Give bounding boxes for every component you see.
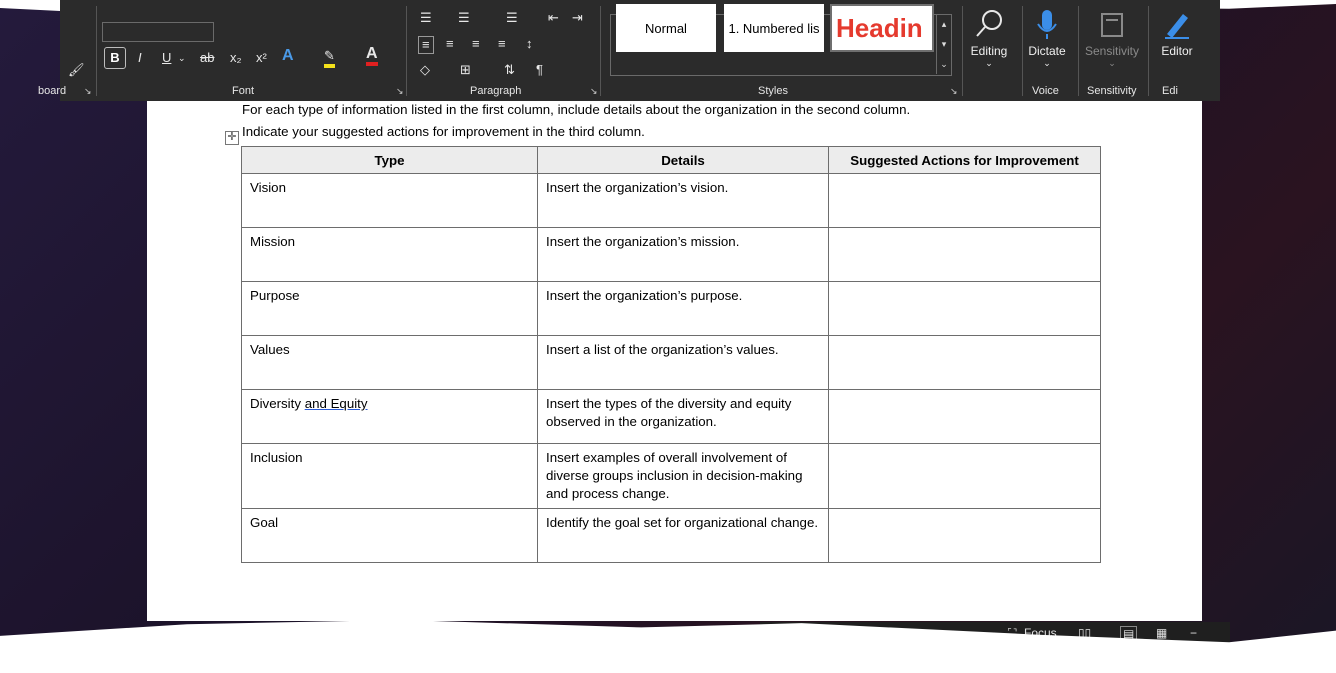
font-color-button[interactable]: A [366, 46, 378, 66]
cell-details[interactable]: Insert the organization’s vision. [538, 174, 829, 228]
group-label-font: Font [232, 85, 255, 97]
scroll-down-icon[interactable]: ▾ [941, 39, 947, 49]
header-actions[interactable]: Suggested Actions for Improvement [829, 147, 1101, 174]
editor-button[interactable] [1148, 6, 1206, 82]
cell-type[interactable]: Vision [242, 174, 538, 228]
increase-indent-icon[interactable]: ⇥ [572, 10, 583, 25]
chevron-down-icon: ⌄ [985, 58, 993, 68]
dictate-button[interactable] [1018, 6, 1076, 82]
more-styles-icon[interactable]: ⌄ [940, 59, 948, 69]
table-row [242, 509, 1101, 563]
style-numbered-list[interactable]: 1. Numbered lis [724, 4, 824, 52]
cell-type[interactable] [242, 390, 538, 444]
cell-details[interactable]: Insert the organization’s purpose. [538, 282, 829, 336]
style-normal[interactable]: Normal [616, 4, 716, 52]
dictate-label: Dictate [1028, 44, 1066, 58]
cell-type-text: Diversity [250, 396, 301, 411]
divider [406, 6, 407, 96]
focus-button[interactable]: Focus [1024, 626, 1057, 640]
sensitivity-button[interactable] [1082, 6, 1142, 82]
sensitivity-label: Sensitivity [1084, 44, 1140, 58]
scroll-up-icon[interactable]: ▴ [941, 19, 947, 29]
cell-details[interactable]: Insert a list of the organization’s values. [538, 336, 829, 390]
search-icon [973, 8, 1005, 40]
chevron-down-icon: ⌄ [1108, 58, 1116, 68]
cell-details[interactable]: Insert the types of the diversity and equity observed in the organization. [538, 390, 829, 444]
table-row [242, 390, 1101, 444]
editing-label: Editing [970, 44, 1008, 58]
bullets-icon[interactable]: ☰ [420, 10, 432, 25]
zoom-out-icon[interactable]: − [1190, 626, 1198, 640]
header-type[interactable]: Type [242, 147, 538, 174]
cell-actions[interactable] [829, 228, 1101, 282]
sensitivity-icon [1096, 8, 1128, 40]
print-layout-icon[interactable]: ▤ [1120, 626, 1137, 642]
text-effects-button[interactable]: A [282, 47, 294, 64]
table-row [242, 336, 1101, 390]
table-row [242, 228, 1101, 282]
italic-button[interactable]: I [138, 50, 142, 65]
table-row [242, 174, 1101, 228]
intro-line-2: Indicate your suggested actions for improvement in the third column. [242, 124, 645, 139]
editor-pen-icon [1161, 8, 1193, 40]
styles-launcher-icon[interactable]: ↘ [950, 86, 958, 96]
align-right-icon[interactable]: ≡ [472, 36, 480, 51]
shading-icon[interactable]: ◇ [420, 62, 430, 77]
align-center-icon[interactable]: ≡ [446, 36, 454, 51]
paragraph-launcher-icon[interactable]: ↘ [590, 86, 598, 96]
editing-button[interactable] [960, 6, 1018, 82]
cell-actions[interactable] [829, 444, 1101, 509]
line-spacing-icon[interactable]: ↕ [526, 36, 533, 51]
cell-type[interactable]: Mission [242, 228, 538, 282]
organization-table [241, 146, 1101, 563]
group-label-clipboard: board [38, 85, 67, 97]
chevron-down-icon: ⌄ [1043, 58, 1051, 68]
cell-details[interactable]: Insert examples of overall involvement of diverse groups inclusion in decision-making and process change. [538, 444, 829, 509]
table-row [242, 282, 1101, 336]
table-row [242, 444, 1101, 509]
group-label-paragraph: Paragraph [470, 85, 522, 97]
chevron-down-icon[interactable]: ⌄ [178, 53, 186, 63]
sort-icon[interactable]: ⇅ [504, 62, 515, 77]
table-move-handle-icon[interactable]: ✛ [225, 131, 239, 145]
highlight-icon[interactable]: ✎ [324, 48, 335, 68]
cell-type[interactable]: Goal [242, 509, 538, 563]
group-label-sensitivity: Sensitivity [1087, 85, 1137, 97]
web-layout-icon[interactable]: ▦ [1156, 626, 1168, 640]
underline-button[interactable]: U [162, 50, 172, 65]
read-mode-icon[interactable]: ▯▯ [1078, 626, 1092, 640]
strikethrough-button[interactable]: ab [200, 50, 215, 65]
cell-actions[interactable] [829, 336, 1101, 390]
align-left-icon[interactable]: ≡ [418, 36, 434, 54]
cell-type[interactable]: Inclusion [242, 444, 538, 509]
group-label-voice: Voice [1032, 85, 1059, 97]
cell-actions[interactable] [829, 174, 1101, 228]
format-painter-icon[interactable]: 🖌 [68, 62, 85, 77]
justify-icon[interactable]: ≡ [498, 36, 506, 51]
group-label-styles: Styles [758, 85, 788, 97]
superscript-button[interactable]: x² [256, 50, 267, 65]
cell-details[interactable]: Insert the organization’s mission. [538, 228, 829, 282]
cell-actions[interactable] [829, 282, 1101, 336]
cell-actions[interactable] [829, 509, 1101, 563]
divider [96, 6, 97, 96]
pilcrow-icon[interactable]: ¶ [536, 62, 543, 77]
borders-icon[interactable]: ⊞ [460, 62, 471, 77]
divider [1078, 6, 1079, 96]
proofing-underlined-text[interactable]: and Equity [304, 396, 368, 411]
cell-type[interactable]: Purpose [242, 282, 538, 336]
group-label-editor: Edi [1162, 85, 1178, 97]
editor-label: Editor [1161, 44, 1193, 58]
numbering-icon[interactable]: ☰ [458, 10, 470, 25]
subscript-button[interactable]: x₂ [230, 50, 242, 65]
intro-line-1: For each type of information listed in the first column, include details about the organization in the second column. [242, 102, 911, 117]
font-name-input[interactable] [102, 22, 214, 42]
multilevel-list-icon[interactable]: ☰ [506, 10, 518, 25]
ribbon [38, 0, 1220, 101]
styles-scroll[interactable] [936, 14, 951, 74]
divider [600, 6, 601, 96]
table-header-row [242, 147, 1101, 174]
cell-type[interactable]: Values [242, 336, 538, 390]
style-heading[interactable]: Headin [830, 4, 934, 52]
microphone-icon [1031, 8, 1063, 40]
bold-button[interactable]: B [104, 47, 126, 69]
focus-icon[interactable]: ⛶ [1008, 626, 1017, 640]
cell-actions[interactable] [829, 390, 1101, 444]
document-page[interactable] [147, 101, 1202, 621]
header-details[interactable]: Details [538, 147, 829, 174]
font-launcher-icon[interactable]: ↘ [396, 86, 404, 96]
cell-details[interactable]: Identify the goal set for organizational change. [538, 509, 829, 563]
decrease-indent-icon[interactable]: ⇤ [548, 10, 559, 25]
clipboard-launcher-icon[interactable]: ↘ [84, 86, 92, 96]
